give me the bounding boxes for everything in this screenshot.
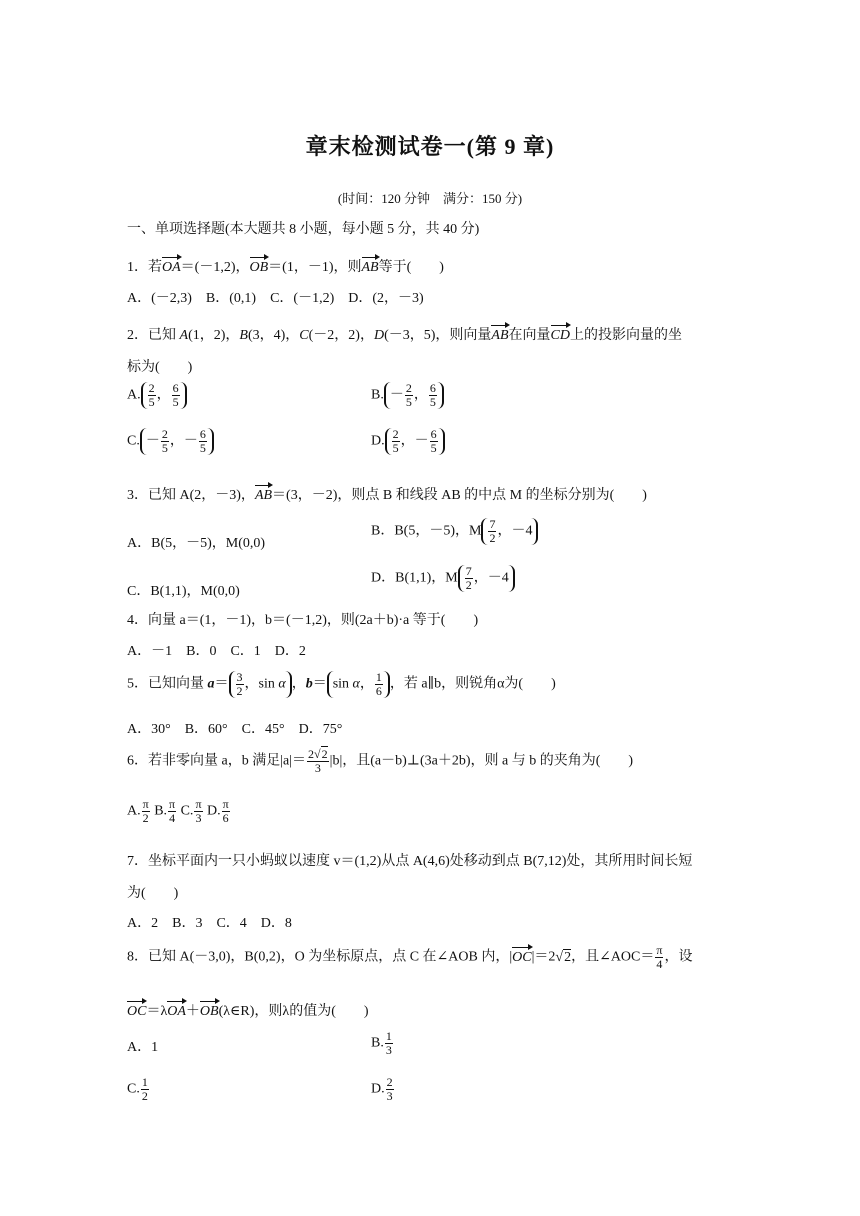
question-8-option-d: D. $\frac{2}{3}$ [371,1075,393,1103]
question-7: 7．坐标平面内一只小蚂蚁以速度 v＝(1,2)从点 A(4,6)处移动到点 B(7,12)处，其所用时间长短 [127,854,693,869]
question-6: 6．若非零向量 a，b 满足|a|＝ $\frac{2√2}{3}$ |b|，且(a－b)⊥(3a＋2b)，则 a 与 b 的夹角为( ) [127,747,634,775]
question-2-option-d: D. $\frac{2}{5}$ ，－ $\frac{6}{5}$ [371,428,445,455]
question-1-options: A．(－2,3) B．(0,1) C．(－1,2) D．(2，－3) [127,291,424,306]
question-8-option-a: A．1 [127,1040,159,1055]
question-4-options: A．－1 B．0 C．1 D．2 [127,644,306,659]
question-3-option-d: D．B(1,1)，M $\frac{7}{2}$ ，－4 [371,565,515,592]
question-8: 8．已知 A(－3,0)，B(0,2)，O 为坐标原点，点 C 在∠AOB 内，|OC|＝2√2，且∠AOC＝ $\frac{\pi}{4}$ ，设 [127,943,693,971]
question-5-options: A．30° B．60° C．45° D．75° [127,722,343,737]
question-6-options: A. $\frac{\pi}{2}$ B. $\frac{\pi}{4}$ C. $\frac{\pi}{3}$ D. $\frac{\pi}{6}$ [127,797,229,825]
question-2-option-c: C. － $\frac{2}{5}$ ，－ $\frac{6}{5}$ [127,428,214,455]
question-2: 2．已知 A(1，2)，B(3，4)，C(－2，2)，D(－3，5)，则向量AB在向量CD上的投影向量的坐 [127,328,682,343]
question-3-option-a: A．B(5，－5)，M(0,0) [127,536,266,551]
page-title: 章末检测试卷一(第 9 章) [305,134,555,159]
question-2-option-a: A. $\frac{2}{5}$ ， $\frac{6}{5}$ [127,382,187,409]
question-2-option-b: B. － $\frac{2}{5}$ ， $\frac{6}{5}$ [371,382,444,409]
question-2-line2: 标为( ) [127,360,193,375]
question-7-line2: 为( ) [127,886,179,901]
section-heading: 一、单项选择题(本大题共 8 小题，每小题 5 分，共 40 分) [127,222,480,237]
question-3: 3．已知 A(2，－3)，AB＝(3，－2)，则点 B 和线段 AB 的中点 M 的坐标分别为( ) [127,488,647,503]
question-4: 4．向量 a＝(1，－1)，b＝(－1,2)，则(2a＋b)·a 等于( ) [127,613,479,628]
exam-info: (时间：120 分钟 满分：150 分) [337,191,523,206]
question-5: 5．已知向量 a＝ $\frac{3}{2}$ ，sin α ，b＝ sin α， $\frac{1}{6}$ ，若 a∥b，则锐角α为( ) [127,670,556,698]
question-8-option-b: B. $\frac{1}{3}$ [371,1029,392,1057]
question-3-option-b: B．B(5，－5)，M $\frac{7}{2}$ ，－4 [371,518,538,545]
question-3-option-c: C．B(1,1)，M(0,0) [127,584,240,599]
question-8-option-c: C. $\frac{1}{2}$ [127,1075,148,1103]
question-1: 1．若OA＝(－1,2)，OB＝(1，－1)，则AB等于( ) [127,260,444,275]
question-7-options: A．2 B．3 C．4 D．8 [127,916,292,931]
question-8-line2: OC＝λOA＋OB(λ∈R)，则λ的值为( ) [127,1004,369,1019]
